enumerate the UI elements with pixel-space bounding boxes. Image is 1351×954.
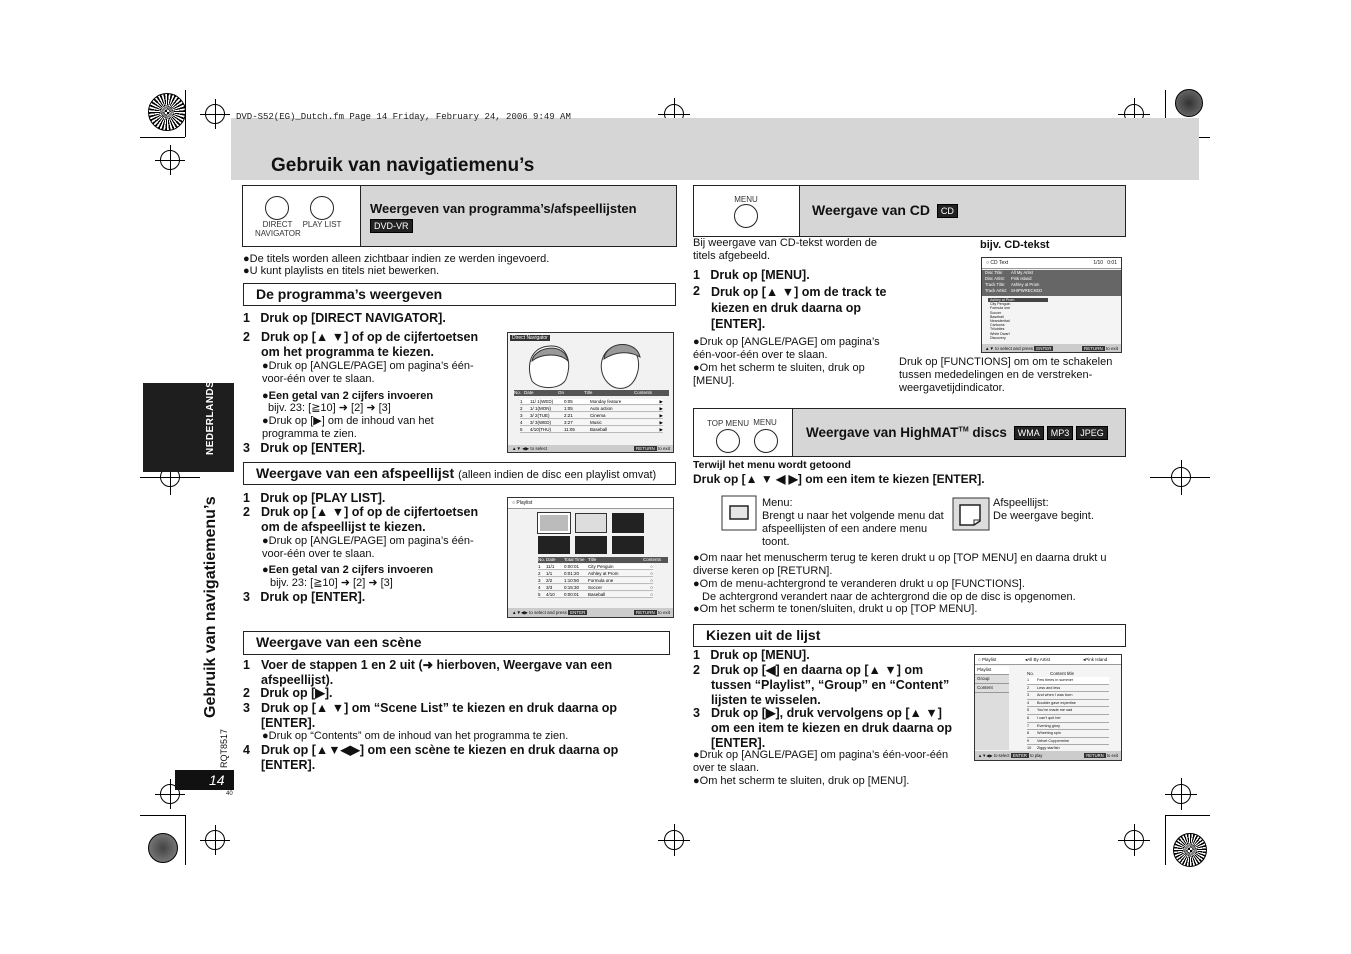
small-number: 40 [226,791,233,797]
highmat-bullet-2: ●Om de menu-achtergrond te veranderen drukt u op [FUNCTIONS]. [693,578,1025,590]
item-title: Evening glory [1037,723,1061,728]
circle-icon: ○ [650,592,653,597]
item-title: Wheeling spin [1037,731,1061,736]
wma-tag: WMA [1014,426,1044,440]
item-no: 5 [1027,708,1030,713]
table-cell: 4/10(THU) [530,427,552,432]
arrow-icon: ▶ [659,420,663,425]
table-cell: 5 [520,427,523,432]
playlist-note2-example: bijv. 23: [≧10] ➜ [2] ➜ [3] [270,577,393,589]
list-heading: Kiezen uit de lijst [693,624,1126,647]
highmat-bullet-3: De achtergrond verandert naar de achtergrond die op de disc is opgenomen. [702,591,1076,603]
table-row [520,427,663,433]
table-cell: Formula one [588,578,614,583]
prog-note2-example: bijv. 23: [≧10] ➜ [2] ➜ [3] [268,402,391,414]
prog-note3: ●Druk op [▶] om de inhoud van het programma te zien. [262,415,434,440]
cd-header-box [693,185,1126,237]
table-row [520,399,663,405]
dvd-vr-tag: DVD-VR [370,219,413,233]
prog-note2: ●Een getal van 2 cijfers invoeren [262,390,434,402]
mp3-tag: MP3 [1047,426,1074,440]
cd-header-title: Weergave van CD CD [812,202,958,218]
list-step1: 1 Druk op [MENU]. [693,648,810,662]
cd-info [982,270,1121,296]
prog-step1: 1 Druk op [DIRECT NAVIGATOR]. [243,311,446,325]
cd-track-list [988,298,1048,340]
table-cell: City Penguin [588,564,614,569]
cd-intro: Bij weergave van CD-tekst worden de titels afgebeeld. [693,237,878,262]
scene-step3: 3 Druk op [▲ ▼] om “Scene List” te kiezen en druk daarna op [ENTER]. [243,701,618,730]
circle-icon: ○ [650,564,653,569]
table-cell: 3 [538,578,541,583]
circle-icon: ○ [650,585,653,590]
faces-illustration [524,341,644,393]
table-cell: 1/ 1(MON) [530,406,552,411]
table-cell: 2:21 [564,413,573,418]
list-screen: ○ Playlist ◂All By Artist ◂Pink Island Playlist Group Content No. Content title 1 Few times in summer 2 Less and less 3 And when I was born 4 Boulder gave expertise 5 You've made me sad 6 I can't quit her 7 Evening glory 8 Wheeling spin 9 Velvet Cuppermine 10 Ziggy starfish ▲▼◀▶ to select ENTER to play RETURN to exit [974,654,1122,761]
arrow-icon: ▶ [659,413,663,418]
list-item: City Penguin [990,302,1011,307]
item-no: 4 [1027,700,1030,705]
item-title: Velvet Cuppermine [1037,738,1070,743]
list-item: Discovery [990,335,1006,340]
list-note1: ●Druk op [ANGLE/PAGE] om pagina’s één-voor-één over te slaan. [693,749,949,774]
table-cell: 0:00:01 [564,564,580,569]
item-no: 10 [1027,746,1032,751]
play-label-text: Afspeellijst: De weergave begint. [993,497,1094,522]
table-cell: 11:05 [564,427,575,432]
list-item: Ashley at Prom [988,298,1048,302]
table-cell: 3/ 2(TUE) [530,413,550,418]
table-cell: 1/1 [546,571,553,576]
screen-rows [520,399,663,434]
sidebar-item: Playlist [975,666,1009,675]
direct-navigator-label: DIRECT NAVIGATOR [255,220,301,238]
table-cell: 0:15:30 [564,585,580,590]
side-tab [143,380,234,472]
table-cell: Music [590,420,602,425]
table-cell: Baseball [588,592,606,597]
table-cell: 3 [520,413,523,418]
playlist-step2: 2 Druk op [▲ ▼] of op de cijfertoetsen om de afspeellijst te kiezen. [243,505,479,534]
scene-step4: 4 Druk op [▲▼◀▶] om een scène te kiezen en druk daarna op [ENTER]. [243,743,619,772]
item-title: Ziggy starfish [1037,746,1060,751]
left-header-title: Weergeven van programma’s/afspeellijsten [370,201,637,216]
list-item [1027,707,1109,715]
table-cell: 4 [538,585,541,590]
info-value: Pink Island [1011,276,1032,281]
item-no: 1 [1027,678,1030,682]
item-no: 3 [1027,693,1030,698]
list-item: Cartoons [990,323,1005,328]
sidebar-item: Content [975,684,1009,693]
top-menu-label: TOP MENU [707,419,749,428]
item-no: 8 [1027,731,1030,736]
table-cell: Baseball [590,427,608,432]
side-lang: NEDERLANDS [205,380,216,455]
table-cell: 4/10 [546,592,555,597]
item-no: 7 [1027,723,1030,728]
cd-text-screen: ○ CD Text 1/10 0:01 Disc Title: All My Artist Disc Artist: Pink Island Track Title: Ashley at Prom Track Artist: SHIPWRECKED Ashley at Prom City Penguin Formula one Soccer Baseball Neanderthal Cartoons Trilobites White Dwarf Discovery ▲▼ to select and press ENTER RETURN to exit [981,257,1122,353]
playlist-step1: 1 Druk op [PLAY LIST]. [243,491,386,505]
page-title: Gebruik van navigatiemenu’s [271,155,535,176]
list-item [1027,715,1109,723]
menu-button [734,204,758,228]
thumb-grid [538,513,648,555]
table-cell: 2 [520,406,523,411]
cd-note2: ●Om het scherm te sluiten, druk op [MENU]. [693,362,865,387]
list-item: Neanderthal [990,319,1010,324]
item-no: 2 [1027,685,1030,690]
table-cell: 3:27 [564,420,573,425]
table-cell: 0:01:20 [564,571,580,576]
playlist-note1: ●Druk op [ANGLE/PAGE] om pagina’s één-voor-één over te slaan. [262,535,474,560]
playlist-note2: ●Een getal van 2 cijfers invoeren [262,564,434,576]
play-list-label: PLAY LIST [302,220,342,229]
playlist-icon [952,497,990,531]
list-item [1027,700,1109,708]
highmat-bullet-1: ●Om naar het menuscherm terug te keren drukt u op [TOP MENU] en daarna drukt u diverse keren op [RETURN]. [693,552,1107,577]
scene-heading: Weergave van een scène [243,631,670,655]
table-cell: Soccer [588,585,603,590]
table-cell: 1:10:50 [564,578,580,583]
highmat-header-box [693,408,1126,457]
menu2-label: MENU [753,418,777,427]
list-item [1027,730,1109,738]
left-bullet-1: ●De titels worden alleen zichtbaar indien ze werden ingevoerd. [243,253,550,265]
scene-note1: ●Druk op “Contents” om de inhoud van het programma te zien. [262,730,569,742]
table-cell: Cinema [590,413,606,418]
item-title: I can't quit her [1037,715,1061,720]
table-row [538,585,653,591]
cd-step2: 2 Druk op [▲ ▼] om de track te kiezen en druk daarna op [ENTER]. [693,284,887,331]
table-cell: 3/ 3(WED) [530,420,552,425]
menu-icon [721,495,757,531]
highmat-bullet-4: ●Om het scherm te tonen/sluiten, drukt u op [TOP MENU]. [693,603,978,615]
table-row [520,413,663,419]
left-header-box [242,185,677,247]
table-cell: 1 [520,399,523,404]
item-no: 9 [1027,738,1030,743]
playlist-screen-rows [538,564,653,599]
table-cell: Auto action [590,406,613,411]
direct-navigator-screen: Direct Navigator No. Date On Title Contents 1 11/ 1(WED) 0:05 Monday feature ▶ 2 1/ 1(MON) 1:05 Auto action ▶ 3 3/ 2(TUE) 2:21 Cinema ▶ 4 3/ 3(WED) 3:27 Music ▶ 5 4/10(THU) 11:05 Baseball ▶ ▲▼ ◀▶ to select RETURN to exit [507,332,674,453]
left-bullet-2: ●U kunt playlists en titels niet bewerken. [243,265,440,277]
playlist-step3: 3 Druk op [ENTER]. [243,590,366,604]
circle-icon: ○ [650,578,653,583]
table-cell: 1:05 [564,406,573,411]
list-item [1027,723,1109,731]
play-list-button [310,196,334,220]
scene-step1: 1 Voer de stappen 1 en 2 uit (➜ hierboven, Weergave van een afspeellijst). [243,658,613,687]
table-row [538,564,653,570]
list-item [1027,692,1109,700]
list-step3: 3 Druk op [▶], druk vervolgens op [▲ ▼] om een item te kiezen en druk daarna op [ENTER]. [693,706,953,750]
screen-title: Direct Navigator [512,335,548,341]
table-cell: 3/3 [546,585,553,590]
table-cell: 1 [538,564,541,569]
table-cell: 11/ 1(WED) [530,399,554,404]
item-title: Few times in summer [1037,678,1074,682]
menu-label-text: Menu: Brengt u naar het volgende menu dat afspeellijsten of een andere menu toont. [762,497,944,548]
playlist-screen: ○ Playlist No.Date Total Time Title Contents 1 11/1 0:00:01 City Penguin ○ 2 1/1 0:01:20 Ashley at Prom ○ 3 2/2 1:10:50 Formula one ○ 4 3/3 0:15:30 Soccer ○ 5 4/10 0:00:01 Baseball ○ ▲▼◀▶ to select and press ENTER RETURN to exit [507,497,674,618]
arrow-icon: ▶ [659,399,663,404]
table-row [520,420,663,426]
list-item [1027,677,1109,685]
list-screen-rows [1027,677,1109,753]
table-cell: 2 [538,571,541,576]
info-value: All My Artist [1011,270,1033,275]
item-title: And when I was born [1037,693,1073,698]
item-title: Less and less [1037,685,1061,690]
menu-label: MENU [734,195,758,204]
list-item [1027,685,1109,693]
prog-step3: 3 Druk op [ENTER]. [243,441,366,455]
sidebar-item: Group [975,675,1009,684]
page-number: 14 [209,772,225,788]
item-title: You've made me sad [1037,708,1073,713]
list-screen-side [975,666,1009,750]
file-header: DVD-S52(EG)_Dutch.fm Page 14 Friday, February 24, 2006 9:49 AM [236,112,571,122]
highmat-instruction: Druk op [▲ ▼ ◀ ▶] om een item te kiezen [ENTER]. [693,472,985,486]
table-cell: 0:05 [564,399,573,404]
item-title: Boulder gave expertise [1037,700,1076,705]
list-item: White Dwarf [990,331,1010,336]
info-row [982,288,1121,294]
cd-example-label: bijv. CD-tekst [980,239,1050,251]
table-row [538,571,653,577]
table-cell: 4 [520,420,523,425]
info-key: Disc Artist: [985,276,1005,281]
table-cell: 0:00:01 [564,592,580,597]
list-step2: 2 Druk op [◀] en daarna op [▲ ▼] om tussen “Playlist”, “Group” en “Content” lijsten te wisselen. [693,663,950,707]
list-item: Soccer [990,310,1002,315]
info-key: Track Artist: [985,288,1007,293]
item-no: 6 [1027,715,1030,720]
arrow-icon: ▶ [659,406,663,411]
table-cell: 11/1 [546,564,555,569]
screen-table: No. Date On Title Contents [514,390,669,396]
list-item [1027,738,1109,746]
page-number-box [175,770,234,790]
jpeg-tag: JPEG [1076,426,1108,440]
cd-functions-note: Druk op [FUNCTIONS] om om te schakelen tussen mededelingen en de verstreken-weergavetijdindicator. [899,356,1113,394]
prog-note1: ●Druk op [ANGLE/PAGE] om pagina’s één-voor-één over te slaan. [262,360,474,385]
list-item: Baseball [990,314,1004,319]
cd-step1: 1 Druk op [MENU]. [693,268,810,282]
table-cell: Monday feature [590,399,622,404]
table-row [538,578,653,584]
highmat-while-shown: Terwijl het menu wordt getoond [693,459,851,471]
info-value: SHIPWRECKED [1011,288,1043,293]
table-row [520,406,663,412]
side-code: RQT8517 [219,728,229,768]
playlist-heading: Weergave van een afspeellijst (alleen indien de disc een playlist omvat) [243,462,676,485]
cd-tag: CD [937,204,958,218]
info-value: Ashley at Prom [1011,282,1040,287]
table-cell: 2/2 [546,578,553,583]
list-item: Trilobites [990,327,1005,332]
side-vertical-title: Gebruik van navigatiemenu’s [202,496,219,718]
cd-note1: ●Druk op [ANGLE/PAGE] om pagina’s één-voor-één over te slaan. [693,336,880,361]
table-cell: Ashley at Prom [588,571,619,576]
top-menu-button [716,429,740,453]
direct-navigator-button [265,196,289,220]
arrow-icon: ▶ [659,427,663,432]
info-key: Track Title: [985,282,1006,287]
list-note2: ●Om het scherm te sluiten, druk op [MENU]. [693,775,910,787]
prog-step2: 2 Druk op [▲ ▼] of op de cijfertoetsen om het programma te kiezen. [243,330,479,359]
prog-heading: De programma’s weergeven [243,283,676,306]
scene-step2: 2 Druk op [▶]. [243,686,333,700]
screen-title: Playlist [516,500,533,506]
screen-title: CD Text [990,260,1009,266]
table-row [538,592,653,598]
table-cell: 5 [538,592,541,597]
list-item: Formula one [990,306,1011,311]
info-key: Disc Title: [985,270,1004,275]
circle-icon: ○ [650,571,653,576]
menu2-button [754,429,778,453]
highmat-header-title: Weergave van HighMAT™ discs WMA MP3 JPEG [806,425,1108,440]
